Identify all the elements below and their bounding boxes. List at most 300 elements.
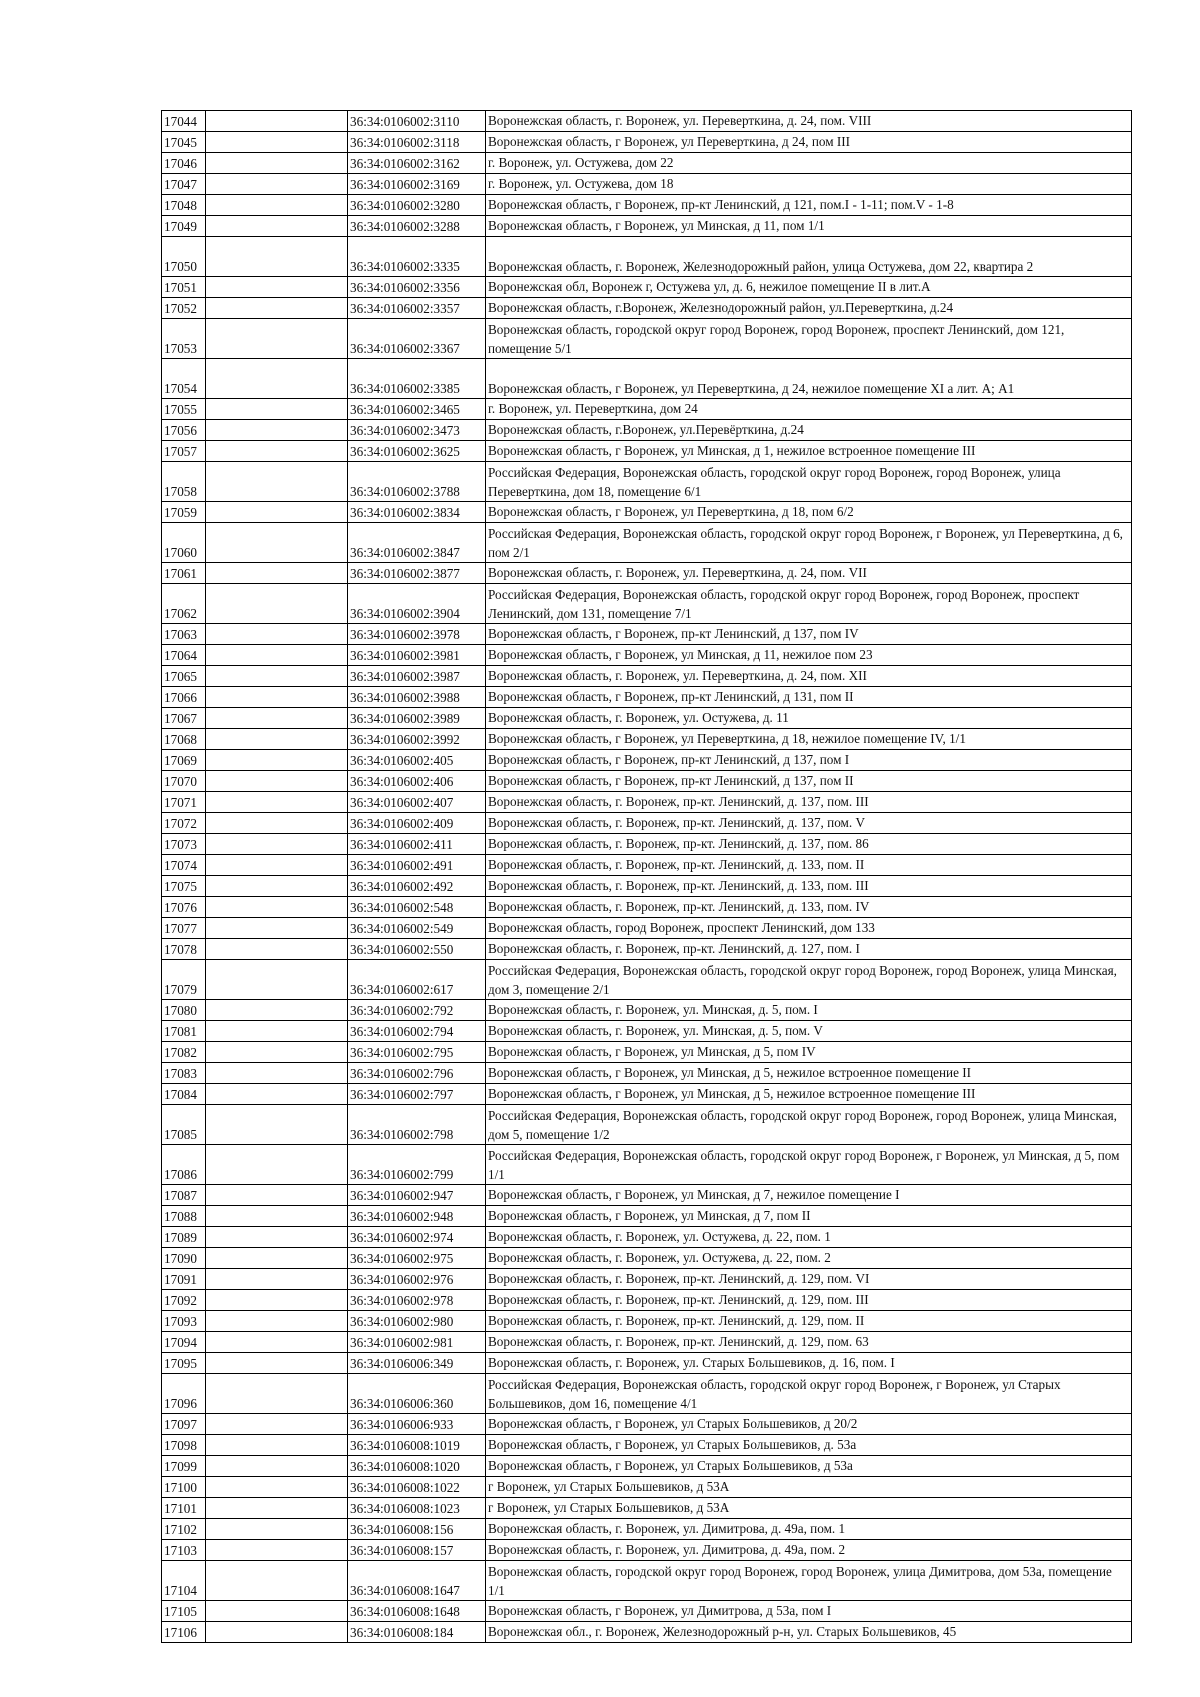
address-cell: Воронежская область, г Воронеж, ул Минская, д 11, нежилое пом 23 bbox=[486, 645, 1132, 666]
address-cell: Воронежская область, городской округ город Воронеж, город Воронеж, проспект Ленинский, дом 121, помещение 5/1 bbox=[486, 319, 1132, 359]
address-cell: Воронежская область, г. Воронеж, ул. Остужева, д. 11 bbox=[486, 708, 1132, 729]
empty-cell bbox=[206, 132, 348, 153]
table-row bbox=[162, 666, 1132, 687]
row-number-cell: 17101 bbox=[162, 1498, 206, 1519]
cadastral-number-cell: 36:34:0106002:3877 bbox=[348, 563, 486, 584]
table-row bbox=[162, 960, 1132, 1000]
address-cell: Воронежская область, г. Воронеж, ул. Димитрова, д. 49а, пом. 1 bbox=[486, 1519, 1132, 1540]
cadastral-number-cell: 36:34:0106002:548 bbox=[348, 897, 486, 918]
empty-cell bbox=[206, 1561, 348, 1601]
cadastral-number-cell: 36:34:0106002:3847 bbox=[348, 523, 486, 563]
empty-cell bbox=[206, 1435, 348, 1456]
cadastral-number-cell: 36:34:0106002:409 bbox=[348, 813, 486, 834]
empty-cell bbox=[206, 277, 348, 298]
table-row bbox=[162, 584, 1132, 624]
table-row bbox=[162, 523, 1132, 563]
address-cell: г Воронеж, ул Старых Большевиков, д 53А bbox=[486, 1477, 1132, 1498]
row-number-cell: 17065 bbox=[162, 666, 206, 687]
table-row bbox=[162, 1456, 1132, 1477]
table-row bbox=[162, 1042, 1132, 1063]
table-row bbox=[162, 153, 1132, 174]
address-cell: Воронежская область, г. Воронеж, пр-кт. Ленинский, д. 129, пом. VI bbox=[486, 1269, 1132, 1290]
address-cell: Воронежская область, г Воронеж, ул Старых Большевиков, д. 53а bbox=[486, 1435, 1132, 1456]
row-number-cell: 17097 bbox=[162, 1414, 206, 1435]
cadastral-number-cell: 36:34:0106002:3118 bbox=[348, 132, 486, 153]
empty-cell bbox=[206, 174, 348, 195]
cadastral-number-cell: 36:34:0106002:3981 bbox=[348, 645, 486, 666]
table-row bbox=[162, 195, 1132, 216]
cadastral-number-cell: 36:34:0106002:798 bbox=[348, 1105, 486, 1145]
row-number-cell: 17060 bbox=[162, 523, 206, 563]
empty-cell bbox=[206, 1042, 348, 1063]
table-row bbox=[162, 897, 1132, 918]
cadastral-number-cell: 36:34:0106002:3904 bbox=[348, 584, 486, 624]
row-number-cell: 17073 bbox=[162, 834, 206, 855]
address-cell: Российская Федерация, Воронежская область, городской округ город Воронеж, город Воронеж, улица Минская, дом 5, помещение 1/2 bbox=[486, 1105, 1132, 1145]
row-number-cell: 17056 bbox=[162, 420, 206, 441]
row-number-cell: 17062 bbox=[162, 584, 206, 624]
row-number-cell: 17064 bbox=[162, 645, 206, 666]
cadastral-number-cell: 36:34:0106002:3465 bbox=[348, 399, 486, 420]
empty-cell bbox=[206, 1105, 348, 1145]
row-number-cell: 17054 bbox=[162, 359, 206, 399]
row-number-cell: 17044 bbox=[162, 111, 206, 132]
address-cell: Воронежская область, г Воронеж, ул Минская, д 5, пом IV bbox=[486, 1042, 1132, 1063]
empty-cell bbox=[206, 624, 348, 645]
table-row bbox=[162, 687, 1132, 708]
empty-cell bbox=[206, 876, 348, 897]
empty-cell bbox=[206, 918, 348, 939]
row-number-cell: 17059 bbox=[162, 502, 206, 523]
address-cell: Воронежская область, г Воронеж, ул Переверткина, д 24, нежилое помещение XI а лит. А; А1 bbox=[486, 359, 1132, 399]
empty-cell bbox=[206, 1519, 348, 1540]
row-number-cell: 17045 bbox=[162, 132, 206, 153]
row-number-cell: 17070 bbox=[162, 771, 206, 792]
table-row bbox=[162, 1519, 1132, 1540]
table-row bbox=[162, 1374, 1132, 1414]
address-cell: Воронежская область, город Воронеж, проспект Ленинский, дом 133 bbox=[486, 918, 1132, 939]
table-row bbox=[162, 1435, 1132, 1456]
row-number-cell: 17089 bbox=[162, 1227, 206, 1248]
address-cell: Воронежская область, г. Воронеж, ул. Минская, д. 5, пом. I bbox=[486, 1000, 1132, 1021]
table-row bbox=[162, 216, 1132, 237]
table-row bbox=[162, 441, 1132, 462]
row-number-cell: 17052 bbox=[162, 298, 206, 319]
row-number-cell: 17099 bbox=[162, 1456, 206, 1477]
row-number-cell: 17100 bbox=[162, 1477, 206, 1498]
cadastral-number-cell: 36:34:0106002:3357 bbox=[348, 298, 486, 319]
table-row bbox=[162, 708, 1132, 729]
cadastral-number-cell: 36:34:0106002:3162 bbox=[348, 153, 486, 174]
row-number-cell: 17103 bbox=[162, 1540, 206, 1561]
address-cell: Воронежская область, г. Воронеж, пр-кт. Ленинский, д. 137, пом. V bbox=[486, 813, 1132, 834]
row-number-cell: 17047 bbox=[162, 174, 206, 195]
cadastral-number-cell: 36:34:0106002:3978 bbox=[348, 624, 486, 645]
cadastral-number-cell: 36:34:0106002:411 bbox=[348, 834, 486, 855]
row-number-cell: 17104 bbox=[162, 1561, 206, 1601]
empty-cell bbox=[206, 1477, 348, 1498]
address-cell: Российская Федерация, Воронежская область, городской округ город Воронеж, город Воронеж, проспект Ленинский, дом 131, помещение 7/1 bbox=[486, 584, 1132, 624]
empty-cell bbox=[206, 298, 348, 319]
row-number-cell: 17061 bbox=[162, 563, 206, 584]
table-row bbox=[162, 277, 1132, 298]
cadastral-number-cell: 36:34:0106008:1022 bbox=[348, 1477, 486, 1498]
empty-cell bbox=[206, 563, 348, 584]
empty-cell bbox=[206, 1353, 348, 1374]
address-cell: Воронежская область, г. Воронеж, пр-кт. Ленинский, д. 129, пом. III bbox=[486, 1290, 1132, 1311]
empty-cell bbox=[206, 645, 348, 666]
cadastral-number-cell: 36:34:0106008:1020 bbox=[348, 1456, 486, 1477]
empty-cell bbox=[206, 939, 348, 960]
address-cell: Воронежская область, г. Воронеж, пр-кт. Ленинский, д. 137, пом. 86 bbox=[486, 834, 1132, 855]
table-row bbox=[162, 1084, 1132, 1105]
table-row bbox=[162, 1601, 1132, 1622]
cadastral-number-cell: 36:34:0106002:3473 bbox=[348, 420, 486, 441]
cadastral-number-cell: 36:34:0106002:947 bbox=[348, 1185, 486, 1206]
table-row bbox=[162, 237, 1132, 277]
cadastral-number-cell: 36:34:0106002:3988 bbox=[348, 687, 486, 708]
row-number-cell: 17079 bbox=[162, 960, 206, 1000]
row-number-cell: 17046 bbox=[162, 153, 206, 174]
cadastral-number-cell: 36:34:0106002:3110 bbox=[348, 111, 486, 132]
cadastral-number-cell: 36:34:0106002:549 bbox=[348, 918, 486, 939]
cadastral-number-cell: 36:34:0106002:799 bbox=[348, 1145, 486, 1185]
row-number-cell: 17086 bbox=[162, 1145, 206, 1185]
address-cell: Воронежская область, г Воронеж, ул Димитрова, д 53а, пом I bbox=[486, 1601, 1132, 1622]
empty-cell bbox=[206, 1021, 348, 1042]
empty-cell bbox=[206, 1498, 348, 1519]
cadastral-number-cell: 36:34:0106002:3625 bbox=[348, 441, 486, 462]
row-number-cell: 17067 bbox=[162, 708, 206, 729]
row-number-cell: 17075 bbox=[162, 876, 206, 897]
cadastral-number-cell: 36:34:0106006:360 bbox=[348, 1374, 486, 1414]
cadastral-number-cell: 36:34:0106008:156 bbox=[348, 1519, 486, 1540]
table-row bbox=[162, 939, 1132, 960]
empty-cell bbox=[206, 813, 348, 834]
empty-cell bbox=[206, 687, 348, 708]
table-row bbox=[162, 1414, 1132, 1435]
address-cell: Воронежская область, г. Воронеж, пр-кт. Ленинский, д. 129, пом. II bbox=[486, 1311, 1132, 1332]
empty-cell bbox=[206, 462, 348, 502]
row-number-cell: 17085 bbox=[162, 1105, 206, 1145]
empty-cell bbox=[206, 834, 348, 855]
cadastral-number-cell: 36:34:0106002:3280 bbox=[348, 195, 486, 216]
table-row bbox=[162, 813, 1132, 834]
empty-cell bbox=[206, 771, 348, 792]
table-row bbox=[162, 1353, 1132, 1374]
address-cell: Воронежская область, г. Воронеж, Железнодорожный район, улица Остужева, дом 22, квартира 2 bbox=[486, 237, 1132, 277]
table-row bbox=[162, 1290, 1132, 1311]
empty-cell bbox=[206, 420, 348, 441]
row-number-cell: 17063 bbox=[162, 624, 206, 645]
address-cell: Российская Федерация, Воронежская область, городской округ город Воронеж, город Воронеж, улица Минская, дом 3, помещение 2/1 bbox=[486, 960, 1132, 1000]
address-cell: Воронежская область, г. Воронеж, ул. Остужева, д. 22, пом. 2 bbox=[486, 1248, 1132, 1269]
cadastral-number-cell: 36:34:0106002:3834 bbox=[348, 502, 486, 523]
row-number-cell: 17081 bbox=[162, 1021, 206, 1042]
row-number-cell: 17082 bbox=[162, 1042, 206, 1063]
empty-cell bbox=[206, 729, 348, 750]
row-number-cell: 17106 bbox=[162, 1622, 206, 1643]
address-cell: Воронежская область, г. Воронеж, пр-кт. Ленинский, д. 137, пом. III bbox=[486, 792, 1132, 813]
address-cell: Воронежская область, г Воронеж, пр-кт Ленинский, д 137, пом IV bbox=[486, 624, 1132, 645]
address-cell: Воронежская область, г. Воронеж, ул. Старых Большевиков, д. 16, пом. I bbox=[486, 1353, 1132, 1374]
table-row bbox=[162, 1311, 1132, 1332]
address-cell: Воронежская область, г Воронеж, ул Минская, д 1, нежилое встроенное помещение III bbox=[486, 441, 1132, 462]
address-cell: Воронежская область, г. Воронеж, ул. Переверткина, д. 24, пом. XII bbox=[486, 666, 1132, 687]
empty-cell bbox=[206, 237, 348, 277]
address-cell: Воронежская область, г Воронеж, пр-кт Ленинский, д 137, пом II bbox=[486, 771, 1132, 792]
row-number-cell: 17098 bbox=[162, 1435, 206, 1456]
table-row bbox=[162, 1145, 1132, 1185]
cadastral-number-cell: 36:34:0106002:3335 bbox=[348, 237, 486, 277]
empty-cell bbox=[206, 1540, 348, 1561]
address-cell: Воронежская область, г. Воронеж, ул. Минская, д. 5, пом. V bbox=[486, 1021, 1132, 1042]
empty-cell bbox=[206, 1332, 348, 1353]
empty-cell bbox=[206, 666, 348, 687]
address-cell: Воронежская область, городской округ город Воронеж, город Воронеж, улица Димитрова, дом 53а, помещение 1/1 bbox=[486, 1561, 1132, 1601]
table-row bbox=[162, 1498, 1132, 1519]
cadastral-number-cell: 36:34:0106002:3992 bbox=[348, 729, 486, 750]
cadastral-number-cell: 36:34:0106002:948 bbox=[348, 1206, 486, 1227]
table-row bbox=[162, 1206, 1132, 1227]
cadastral-number-cell: 36:34:0106002:407 bbox=[348, 792, 486, 813]
address-cell: Воронежская область, г Воронеж, пр-кт Ленинский, д 137, пом I bbox=[486, 750, 1132, 771]
table-row bbox=[162, 876, 1132, 897]
address-cell: Воронежская обл., г. Воронеж, Железнодорожный р-н, ул. Старых Большевиков, 45 bbox=[486, 1622, 1132, 1643]
row-number-cell: 17094 bbox=[162, 1332, 206, 1353]
address-cell: Воронежская область, г Воронеж, ул Переверткина, д 24, пом III bbox=[486, 132, 1132, 153]
address-cell: Воронежская область, г Воронеж, ул Старых Большевиков, д 20/2 bbox=[486, 1414, 1132, 1435]
table-row bbox=[162, 1227, 1132, 1248]
empty-cell bbox=[206, 750, 348, 771]
cadastral-number-cell: 36:34:0106002:550 bbox=[348, 939, 486, 960]
cadastral-number-cell: 36:34:0106008:1647 bbox=[348, 1561, 486, 1601]
row-number-cell: 17072 bbox=[162, 813, 206, 834]
table-row bbox=[162, 1248, 1132, 1269]
empty-cell bbox=[206, 523, 348, 563]
address-cell: Воронежская область, г Воронеж, ул Переверткина, д 18, пом 6/2 bbox=[486, 502, 1132, 523]
cadastral-number-cell: 36:34:0106008:1019 bbox=[348, 1435, 486, 1456]
register-table-body bbox=[162, 111, 1132, 1643]
row-number-cell: 17080 bbox=[162, 1000, 206, 1021]
row-number-cell: 17092 bbox=[162, 1290, 206, 1311]
row-number-cell: 17058 bbox=[162, 462, 206, 502]
cadastral-number-cell: 36:34:0106002:795 bbox=[348, 1042, 486, 1063]
table-row bbox=[162, 359, 1132, 399]
table-row bbox=[162, 298, 1132, 319]
address-cell: Воронежская область, г. Воронеж, пр-кт. Ленинский, д. 133, пом. II bbox=[486, 855, 1132, 876]
row-number-cell: 17049 bbox=[162, 216, 206, 237]
row-number-cell: 17057 bbox=[162, 441, 206, 462]
empty-cell bbox=[206, 1063, 348, 1084]
empty-cell bbox=[206, 1145, 348, 1185]
table-row bbox=[162, 420, 1132, 441]
table-row bbox=[162, 645, 1132, 666]
address-cell: Воронежская область, г.Воронеж, Железнодорожный район, ул.Переверткина, д.24 bbox=[486, 298, 1132, 319]
address-cell: Воронежская область, г. Воронеж, ул. Переверткина, д. 24, пом. VII bbox=[486, 563, 1132, 584]
table-row bbox=[162, 624, 1132, 645]
row-number-cell: 17088 bbox=[162, 1206, 206, 1227]
address-cell: Воронежская область, г Воронеж, пр-кт Ленинский, д 131, пом II bbox=[486, 687, 1132, 708]
table-row bbox=[162, 750, 1132, 771]
row-number-cell: 17053 bbox=[162, 319, 206, 359]
empty-cell bbox=[206, 1248, 348, 1269]
table-row bbox=[162, 462, 1132, 502]
table-row bbox=[162, 174, 1132, 195]
table-row bbox=[162, 1105, 1132, 1145]
row-number-cell: 17050 bbox=[162, 237, 206, 277]
empty-cell bbox=[206, 441, 348, 462]
table-row bbox=[162, 1332, 1132, 1353]
cadastral-number-cell: 36:34:0106002:3356 bbox=[348, 277, 486, 298]
cadastral-number-cell: 36:34:0106008:157 bbox=[348, 1540, 486, 1561]
table-row bbox=[162, 399, 1132, 420]
cadastral-number-cell: 36:34:0106008:184 bbox=[348, 1622, 486, 1643]
address-cell: Российская Федерация, Воронежская область, городской округ город Воронеж, г Воронеж, ул Старых Большевиков, дом 16, помещение 4/1 bbox=[486, 1374, 1132, 1414]
address-cell: Воронежская область, г Воронеж, ул Переверткина, д 18, нежилое помещение IV, 1/1 bbox=[486, 729, 1132, 750]
row-number-cell: 17096 bbox=[162, 1374, 206, 1414]
table-row bbox=[162, 834, 1132, 855]
cadastral-number-cell: 36:34:0106002:3788 bbox=[348, 462, 486, 502]
address-cell: Воронежская область, г Воронеж, ул Минская, д 11, пом 1/1 bbox=[486, 216, 1132, 237]
table-row bbox=[162, 1185, 1132, 1206]
address-cell: Воронежская область, г Воронеж, ул Минская, д 7, нежилое помещение I bbox=[486, 1185, 1132, 1206]
address-cell: Воронежская область, г Воронеж, пр-кт Ленинский, д 121, пом.I - 1-11; пом.V - 1-8 bbox=[486, 195, 1132, 216]
empty-cell bbox=[206, 897, 348, 918]
address-cell: Воронежская область, г. Воронеж, пр-кт. Ленинский, д. 133, пом. IV bbox=[486, 897, 1132, 918]
table-row bbox=[162, 1622, 1132, 1643]
empty-cell bbox=[206, 960, 348, 1000]
row-number-cell: 17051 bbox=[162, 277, 206, 298]
cadastral-number-cell: 36:34:0106008:1648 bbox=[348, 1601, 486, 1622]
address-cell: Воронежская область, г Воронеж, ул Старых Большевиков, д 53а bbox=[486, 1456, 1132, 1477]
cadastral-number-cell: 36:34:0106002:976 bbox=[348, 1269, 486, 1290]
cadastral-number-cell: 36:34:0106002:406 bbox=[348, 771, 486, 792]
table-row bbox=[162, 319, 1132, 359]
address-cell: Воронежская область, г. Воронеж, пр-кт. Ленинский, д. 133, пом. III bbox=[486, 876, 1132, 897]
cadastral-number-cell: 36:34:0106002:3987 bbox=[348, 666, 486, 687]
empty-cell bbox=[206, 195, 348, 216]
table-row bbox=[162, 502, 1132, 523]
empty-cell bbox=[206, 502, 348, 523]
table-row bbox=[162, 1063, 1132, 1084]
empty-cell bbox=[206, 792, 348, 813]
address-cell: г. Воронеж, ул. Переверткина, дом 24 bbox=[486, 399, 1132, 420]
table-row bbox=[162, 563, 1132, 584]
empty-cell bbox=[206, 855, 348, 876]
table-row bbox=[162, 1477, 1132, 1498]
cadastral-number-cell: 36:34:0106002:974 bbox=[348, 1227, 486, 1248]
row-number-cell: 17077 bbox=[162, 918, 206, 939]
address-cell: Российская Федерация, Воронежская область, городской округ город Воронеж, г Воронеж, ул Переверткина, д 6, пом 2/1 bbox=[486, 523, 1132, 563]
cadastral-number-cell: 36:34:0106002:3385 bbox=[348, 359, 486, 399]
empty-cell bbox=[206, 111, 348, 132]
row-number-cell: 17090 bbox=[162, 1248, 206, 1269]
address-cell: Воронежская область, г. Воронеж, пр-кт. Ленинский, д. 129, пом. 63 bbox=[486, 1332, 1132, 1353]
empty-cell bbox=[206, 1206, 348, 1227]
table-row bbox=[162, 1000, 1132, 1021]
cadastral-number-cell: 36:34:0106002:980 bbox=[348, 1311, 486, 1332]
cadastral-number-cell: 36:34:0106002:3367 bbox=[348, 319, 486, 359]
empty-cell bbox=[206, 1374, 348, 1414]
cadastral-number-cell: 36:34:0106002:978 bbox=[348, 1290, 486, 1311]
row-number-cell: 17071 bbox=[162, 792, 206, 813]
cadastral-number-cell: 36:34:0106002:405 bbox=[348, 750, 486, 771]
row-number-cell: 17078 bbox=[162, 939, 206, 960]
empty-cell bbox=[206, 1290, 348, 1311]
cadastral-number-cell: 36:34:0106006:349 bbox=[348, 1353, 486, 1374]
cadastral-number-cell: 36:34:0106002:491 bbox=[348, 855, 486, 876]
empty-cell bbox=[206, 1185, 348, 1206]
empty-cell bbox=[206, 1227, 348, 1248]
empty-cell bbox=[206, 319, 348, 359]
row-number-cell: 17076 bbox=[162, 897, 206, 918]
table-row bbox=[162, 729, 1132, 750]
address-cell: Воронежская область, г Воронеж, ул Минская, д 7, пом II bbox=[486, 1206, 1132, 1227]
empty-cell bbox=[206, 1311, 348, 1332]
cadastral-number-cell: 36:34:0106002:792 bbox=[348, 1000, 486, 1021]
empty-cell bbox=[206, 153, 348, 174]
address-cell: Воронежская область, г. Воронеж, ул. Переверткина, д. 24, пом. VIII bbox=[486, 111, 1132, 132]
row-number-cell: 17105 bbox=[162, 1601, 206, 1622]
empty-cell bbox=[206, 1622, 348, 1643]
table-row bbox=[162, 1540, 1132, 1561]
address-cell: Воронежская область, г. Воронеж, ул. Остужева, д. 22, пом. 1 bbox=[486, 1227, 1132, 1248]
table-row bbox=[162, 132, 1132, 153]
table-row bbox=[162, 1269, 1132, 1290]
empty-cell bbox=[206, 216, 348, 237]
row-number-cell: 17102 bbox=[162, 1519, 206, 1540]
row-number-cell: 17068 bbox=[162, 729, 206, 750]
empty-cell bbox=[206, 584, 348, 624]
empty-cell bbox=[206, 359, 348, 399]
cadastral-number-cell: 36:34:0106002:3169 bbox=[348, 174, 486, 195]
address-cell: Воронежская область, г. Воронеж, ул. Димитрова, д. 49а, пом. 2 bbox=[486, 1540, 1132, 1561]
address-cell: Воронежская область, г.Воронеж, ул.Перевёрткина, д.24 bbox=[486, 420, 1132, 441]
table-row bbox=[162, 918, 1132, 939]
address-cell: г. Воронеж, ул. Остужева, дом 22 bbox=[486, 153, 1132, 174]
row-number-cell: 17087 bbox=[162, 1185, 206, 1206]
table-row bbox=[162, 111, 1132, 132]
empty-cell bbox=[206, 1269, 348, 1290]
empty-cell bbox=[206, 1601, 348, 1622]
address-cell: Российская Федерация, Воронежская область, городской округ город Воронеж, город Воронеж, улица Переверткина, дом 18, помещение 6/1 bbox=[486, 462, 1132, 502]
cadastral-number-cell: 36:34:0106002:981 bbox=[348, 1332, 486, 1353]
cadastral-number-cell: 36:34:0106002:492 bbox=[348, 876, 486, 897]
empty-cell bbox=[206, 1000, 348, 1021]
address-cell: Воронежская область, г. Воронеж, пр-кт. Ленинский, д. 127, пом. I bbox=[486, 939, 1132, 960]
table-row bbox=[162, 792, 1132, 813]
table-row bbox=[162, 1021, 1132, 1042]
row-number-cell: 17074 bbox=[162, 855, 206, 876]
table-row bbox=[162, 855, 1132, 876]
address-cell: Воронежская обл, Воронеж г, Остужева ул, д. 6, нежилое помещение II в лит.А bbox=[486, 277, 1132, 298]
table-row bbox=[162, 771, 1132, 792]
row-number-cell: 17095 bbox=[162, 1353, 206, 1374]
row-number-cell: 17091 bbox=[162, 1269, 206, 1290]
address-cell: Воронежская область, г Воронеж, ул Минская, д 5, нежилое встроенное помещение III bbox=[486, 1084, 1132, 1105]
empty-cell bbox=[206, 1456, 348, 1477]
row-number-cell: 17055 bbox=[162, 399, 206, 420]
property-register-table bbox=[161, 110, 1132, 1643]
cadastral-number-cell: 36:34:0106002:975 bbox=[348, 1248, 486, 1269]
row-number-cell: 17048 bbox=[162, 195, 206, 216]
empty-cell bbox=[206, 708, 348, 729]
row-number-cell: 17069 bbox=[162, 750, 206, 771]
address-cell: Воронежская область, г Воронеж, ул Минская, д 5, нежилое встроенное помещение II bbox=[486, 1063, 1132, 1084]
cadastral-number-cell: 36:34:0106002:794 bbox=[348, 1021, 486, 1042]
empty-cell bbox=[206, 399, 348, 420]
